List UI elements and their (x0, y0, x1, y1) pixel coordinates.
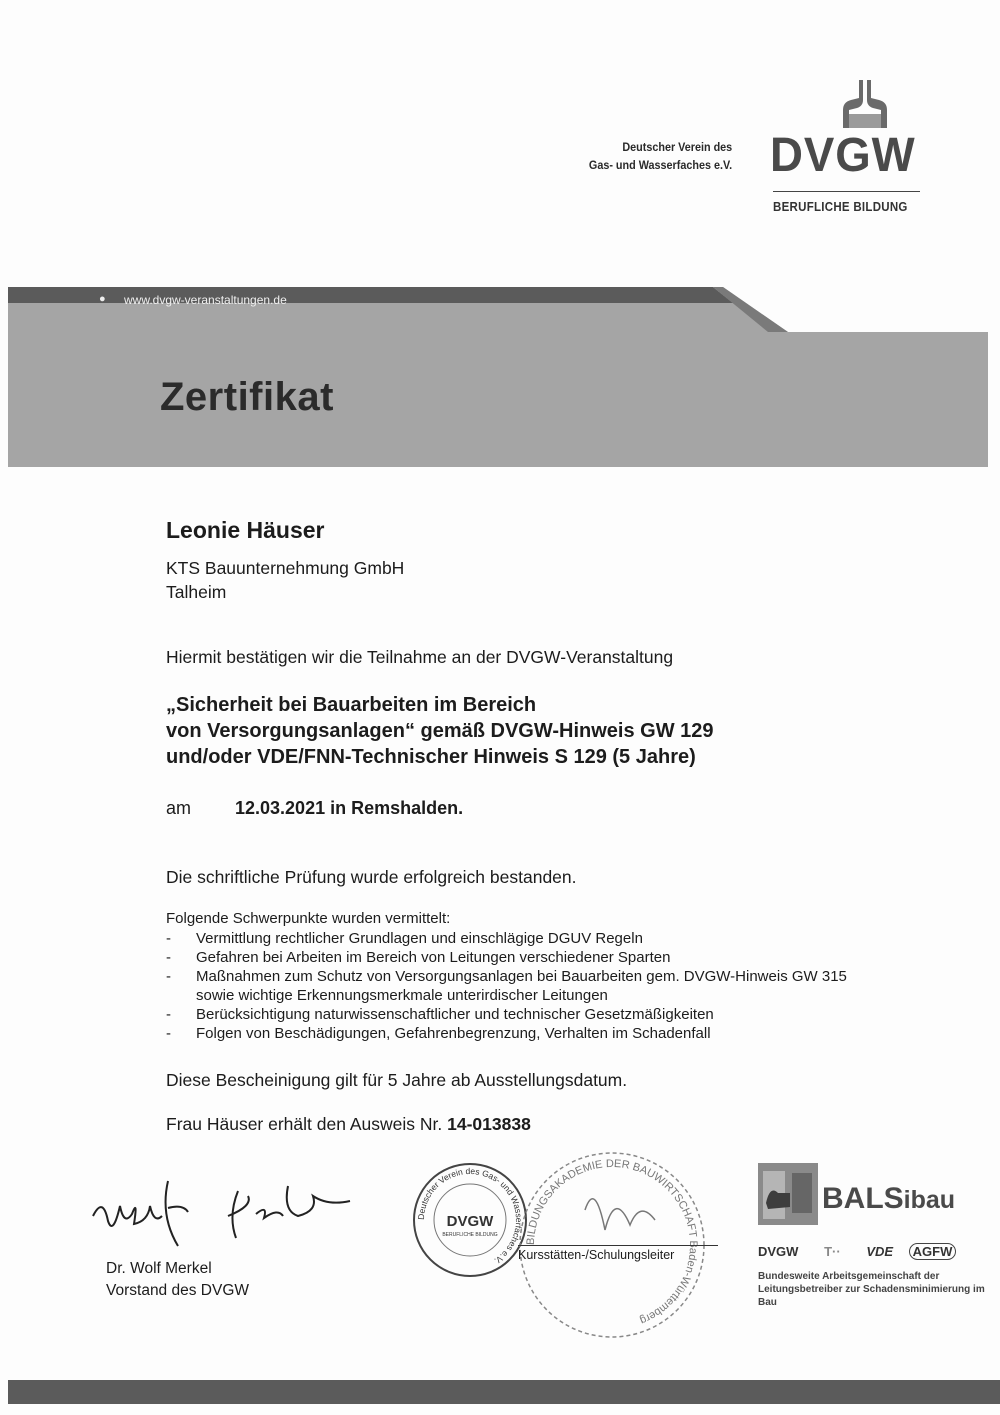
topics-list (166, 929, 886, 1043)
confirmation-text: Hiermit bestätigen wir die Teilnahme an der DVGW-Veranstaltung (166, 647, 674, 667)
dvgw-stamp (410, 1160, 530, 1280)
logo-subtitle: BERUFLICHE BILDUNG (773, 200, 908, 214)
signatory-role: Vorstand des DVGW (106, 1282, 250, 1299)
org-name-line1: Deutscher Verein des (622, 140, 732, 154)
signatory-name: Dr. Wolf Merkel (106, 1260, 212, 1277)
list-item: - Maßnahmen zum Schutz von Versorgungsanlagen bei Bauarbeiten gem. DVGW-Hinweis GW 315 sowie wichtige Erkennungsmerkmale unterirdischer Leitungen (166, 967, 886, 1005)
id-card-line (166, 1113, 531, 1135)
recipient-company: KTS Bauunternehmung GmbH (166, 558, 405, 578)
date-label: am (166, 798, 192, 818)
course-line2: von Versorgungsanlagen“ gemäß DVGW-Hinweis GW 129 (166, 720, 714, 742)
list-item: - Folgen von Beschädigungen, Gefahrenbegrenzung, Verhalten im Schadenfall (166, 1024, 886, 1043)
trainer-label: Kursstätten-/Schulungsleiter (518, 1248, 675, 1262)
stamp-ring-text: Deutscher Verein des Gas- und Wasserfaches e.V. (415, 1165, 525, 1267)
validity-text: Diese Bescheinigung gilt für 5 Jahre ab Ausstellungsdatum. (166, 1070, 628, 1090)
recipient-city: Talheim (166, 582, 227, 602)
trainer-signature-line (518, 1245, 718, 1246)
website-link[interactable]: www.dvgw-veranstaltungen.de (124, 293, 287, 307)
balsibau-description: Bundesweite Arbeitsgemeinschaft der Leitungsbetreiber zur Schadensminimierung im Bau (758, 1271, 985, 1308)
bals-main: BALS (822, 1182, 904, 1215)
logo-divider (773, 191, 920, 192)
academy-ring-text: BILDUNGSAKADEMIE DER BAUWIRTSCHAFT aden-Württemberg (524, 1157, 699, 1327)
balsibau-logo-text (822, 1182, 955, 1216)
list-item: - Berücksichtigung naturwissenschaftlicher und technischer Gesetzmäßigkeiten (166, 1005, 886, 1024)
website-bullet-icon: ● (99, 293, 106, 305)
signatory (106, 1258, 249, 1302)
organization-name (589, 138, 732, 174)
exam-result: Die schriftliche Prüfung wurde erfolgreich bestanden. (166, 867, 577, 887)
course-title (166, 692, 714, 770)
list-item: - Vermittlung rechtlicher Grundlagen und einschlägige DGUV Regeln (166, 929, 886, 948)
stamp-center-sub: BERUFLICHE BILDUNG (442, 1232, 498, 1238)
org-name-line2: Gas- und Wasserfaches e.V. (588, 158, 732, 172)
partner-telekom: T·· (824, 1244, 841, 1259)
partner-agfw: AGFW (909, 1243, 957, 1260)
list-item: - Gefahren bei Arbeiten im Bereich von Leitungen verschiedener Sparten (166, 948, 886, 967)
id-card-number: 14-013838 (447, 1114, 531, 1134)
topics-heading: Folgende Schwerpunkte wurden vermittelt: (166, 910, 451, 927)
svg-text:BILDUNGSAKADEMIE DER BAUWIRTSC (525, 1158, 699, 1327)
course-line1: „Sicherheit bei Bauarbeiten im Bereich (166, 694, 537, 716)
dvgw-logo-text: DVGW (770, 129, 916, 182)
bals-sub: ibau (903, 1186, 956, 1214)
partner-vde: VDE (866, 1244, 894, 1259)
dvgw-logo-emblem-icon (835, 80, 895, 128)
stamp-center-text: DVGW (446, 1213, 494, 1230)
partner-dvgw: DVGW (758, 1244, 799, 1259)
date-value: 12.03.2021 in Remshalden. (235, 798, 464, 818)
recipient-name: Leonie Häuser (166, 517, 325, 543)
signature-image (88, 1176, 358, 1256)
title-band (8, 287, 988, 467)
id-card-text: Frau Häuser erhält den Ausweis Nr. (166, 1114, 443, 1134)
footer-band (8, 1380, 1000, 1404)
certificate-title: Zertifikat (160, 375, 334, 419)
course-line3: und/oder VDE/FNN-Technischer Hinweis S 129 (5 Jahre) (166, 746, 696, 768)
partner-logos (758, 1244, 973, 1259)
balsibau-logo-icon (758, 1163, 818, 1225)
